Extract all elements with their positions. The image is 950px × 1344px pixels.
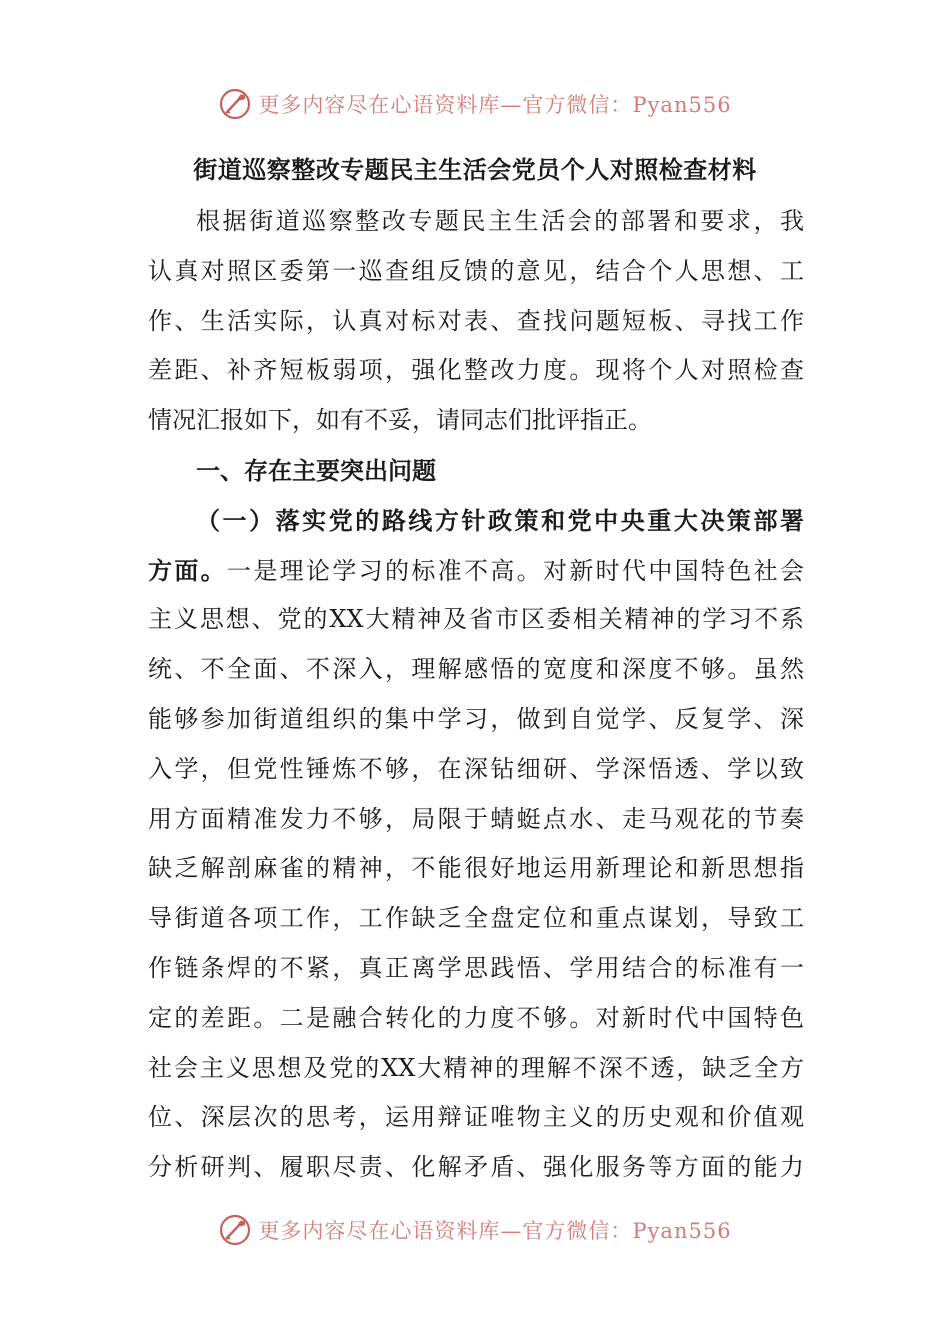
paragraph-line: 位、深层次的思考，运用辩证唯物主义的历史观和价值观 — [148, 1103, 804, 1132]
quill-logo-icon — [218, 87, 252, 121]
paragraph-line: 用方面精准发力不够，局限于蜻蜓点水、走马观花的节奏 — [148, 804, 804, 833]
quill-logo-icon — [218, 1213, 252, 1247]
paragraph-line: 导街道各项工作，工作缺乏全盘定位和重点谋划，导致工 — [148, 904, 804, 933]
watermark-wechat-id: Pyan556 — [632, 1219, 732, 1243]
watermark-text: 更多内容尽在心语资料库—官方微信：Pyan556 — [258, 1219, 732, 1243]
paragraph-line — [148, 546, 804, 596]
paragraph-line: 分析研判、履职尽责、化解矛盾、强化服务等方面的能力 — [148, 1153, 804, 1182]
subsection-heading-tail: 方面。 — [148, 555, 227, 585]
subsection-heading: （一）落实党的路线方针政策和党中央重大决策部署 — [196, 505, 804, 535]
paragraph-line: 统、不全面、不深入，理解感悟的宽度和深度不够。虽然 — [148, 655, 804, 684]
intro-line: 情况汇报如下，如有不妥，请同志们批评指正。 — [148, 406, 652, 435]
paragraph-line: 入学，但党性锤炼不够，在深钻细研、学深悟透、学以致 — [148, 754, 804, 783]
paragraph-line: 社会主义思想及党的XX大精神的理解不深不透，缺乏全方 — [148, 1053, 804, 1082]
paragraph-line: 定的差距。二是融合转化的力度不够。对新时代中国特色 — [148, 1003, 804, 1032]
intro-line: 作、生活实际，认真对标对表、查找问题短板、寻找工作 — [148, 306, 804, 335]
paragraph-line: 缺乏解剖麻雀的精神，不能很好地运用新理论和新思想指 — [148, 854, 804, 883]
section-heading: 一、存在主要突出问题 — [196, 455, 436, 485]
paragraph-line: 能够参加街道组织的集中学习，做到自觉学、反复学、深 — [148, 704, 804, 733]
document-body — [148, 197, 804, 1193]
document-title: 街道巡察整改专题民主生活会党员个人对照检查材料 — [193, 155, 757, 184]
intro-line: 差距、补齐短板弱项，强化整改力度。现将个人对照检查 — [148, 356, 804, 385]
watermark-wechat-id: Pyan556 — [632, 93, 732, 117]
paragraph-text: 一是理论学习的标准不高。对新时代中国特色社会 — [227, 556, 804, 585]
watermark-footer — [0, 1212, 950, 1248]
paragraph-line: 主义思想、党的XX大精神及省市区委相关精神的学习不系 — [148, 605, 804, 634]
intro-line: 认真对照区委第一巡查组反馈的意见，结合个人思想、工 — [148, 256, 804, 285]
watermark-header — [0, 86, 950, 122]
watermark-text: 更多内容尽在心语资料库—官方微信：Pyan556 — [258, 93, 732, 117]
paragraph-line: 作链条焊的不紧，真正离学思践悟、学用结合的标准有一 — [148, 953, 804, 982]
intro-line: 根据街道巡察整改专题民主生活会的部署和要求，我 — [196, 207, 804, 235]
